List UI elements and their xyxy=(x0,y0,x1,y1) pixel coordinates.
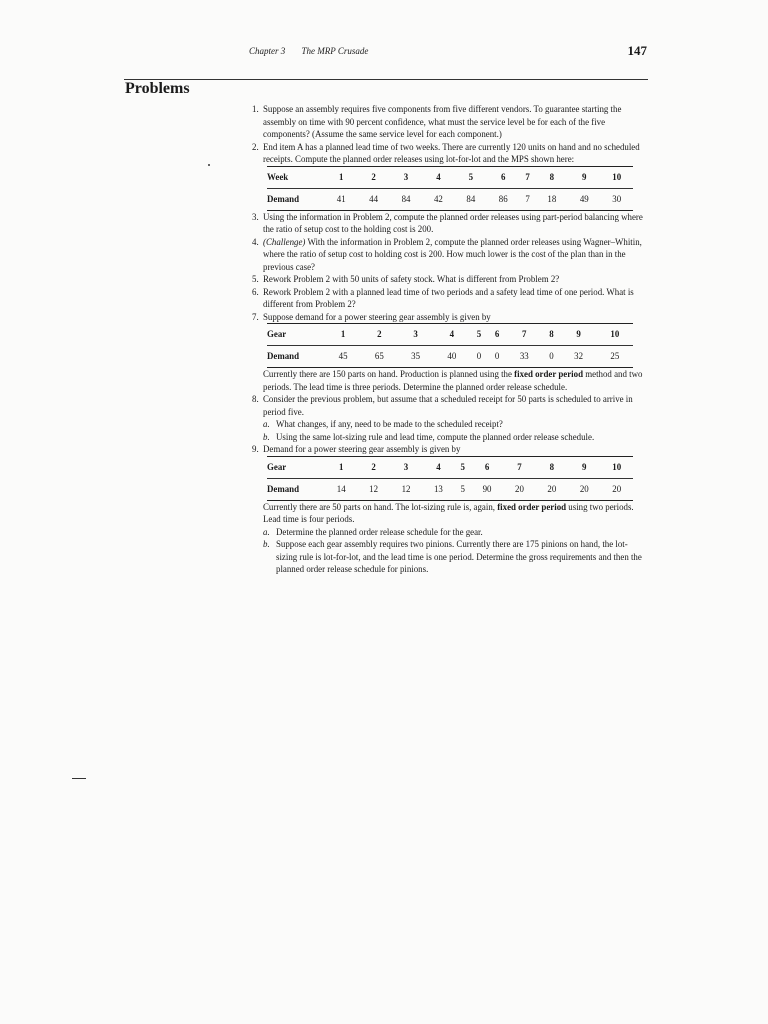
demand-cell: 45 xyxy=(325,346,361,368)
problem-text: Suppose demand for a power steering gear assembly is given by xyxy=(263,311,491,322)
header-rule xyxy=(124,79,648,80)
period-cell: 5 xyxy=(455,166,487,188)
table-header-label: Gear xyxy=(267,456,325,478)
table-demand-row xyxy=(267,478,633,500)
period-cell: 1 xyxy=(325,456,357,478)
challenge-label: (Challenge) xyxy=(263,236,306,247)
problem-5 xyxy=(252,273,648,286)
period-cell: 2 xyxy=(357,166,389,188)
demand-cell: 20 xyxy=(536,478,568,500)
table-row-label: Demand xyxy=(267,478,325,500)
table-header-row xyxy=(267,456,633,478)
demand-cell: 44 xyxy=(357,188,389,210)
period-cell: 3 xyxy=(390,166,422,188)
period-cell: 5 xyxy=(455,456,471,478)
problem-number: 1. xyxy=(252,104,259,114)
problem-text: With the information in Problem 2, compute the planned order releases using Wagner–Whitin, where the ratio of setup cost to holding cost is 200. How much lower is the cost of the plan than in the previous case? xyxy=(263,236,642,272)
period-cell: 4 xyxy=(422,456,454,478)
demand-cell: 25 xyxy=(597,346,633,368)
demand-cell: 7 xyxy=(519,188,535,210)
demand-cell: 65 xyxy=(361,346,397,368)
period-cell: 8 xyxy=(542,324,560,346)
demand-cell: 84 xyxy=(390,188,422,210)
demand-cell: 90 xyxy=(471,478,503,500)
demand-cell: 41 xyxy=(325,188,357,210)
problem-text: Using the information in Problem 2, compute the planned order releases using part-period balancing where the ratio of setup cost to the holding cost is 200. xyxy=(263,211,643,234)
problem-text: Suppose an assembly requires five components from five different vendors. To guarantee starting the assembly on time with 90 percent confidence, what must the service level be for each of the five components? (Assume the same service level for each component.) xyxy=(263,104,622,139)
running-head-title: The MRP Crusade xyxy=(301,46,369,56)
problem-number: 8. xyxy=(252,394,259,404)
period-cell: 3 xyxy=(397,324,433,346)
period-cell: 9 xyxy=(561,324,597,346)
table-header-label: Week xyxy=(267,166,325,188)
period-cell: 9 xyxy=(568,166,600,188)
demand-cell: 49 xyxy=(568,188,600,210)
problem-text: Rework Problem 2 with a planned lead time of two periods and a safety lead time of one period. What is different from Problem 2? xyxy=(263,286,634,309)
period-cell: 10 xyxy=(600,166,633,188)
period-cell: 9 xyxy=(568,456,600,478)
period-cell: 8 xyxy=(536,456,568,478)
problem-number: 9. xyxy=(252,444,259,454)
problem-text: Rework Problem 2 with 50 units of safety stock. What is different from Problem 2? xyxy=(263,274,560,284)
demand-cell: 20 xyxy=(568,478,600,500)
demand-cell: 0 xyxy=(542,346,560,368)
problem-number: 3. xyxy=(252,211,259,222)
problem-8 xyxy=(252,393,648,443)
period-cell: 6 xyxy=(471,456,503,478)
gear-demand-table-2 xyxy=(267,456,633,501)
problem-6 xyxy=(252,286,648,311)
period-cell: 3 xyxy=(390,456,422,478)
table-demand-row xyxy=(267,346,633,368)
gear-demand-table-1 xyxy=(267,323,633,368)
table-header-row xyxy=(267,324,633,346)
margin-dash-mark xyxy=(72,778,86,779)
demand-cell: 30 xyxy=(600,188,633,210)
period-cell: 2 xyxy=(357,456,389,478)
period-cell: 10 xyxy=(597,324,633,346)
problem-1 xyxy=(252,103,648,141)
table-header-label: Gear xyxy=(267,324,325,346)
period-cell: 4 xyxy=(422,166,454,188)
period-cell: 2 xyxy=(361,324,397,346)
subpart-b: b. Using the same lot-sizing rule and lead time, compute the planned order release schedule. xyxy=(263,431,595,442)
table-row-label: Demand xyxy=(267,346,325,368)
demand-cell: 13 xyxy=(422,478,454,500)
demand-cell: 20 xyxy=(600,478,633,500)
period-cell: 5 xyxy=(470,324,488,346)
running-head-chapter: Chapter 3 xyxy=(249,46,286,56)
period-cell: 1 xyxy=(325,166,357,188)
problem-4 xyxy=(252,236,648,274)
demand-cell: 0 xyxy=(488,346,506,368)
period-cell: 7 xyxy=(503,456,535,478)
problem-text: Demand for a power steering gear assembly is given by xyxy=(263,444,461,454)
subpart-a: a. What changes, if any, need to be made to the scheduled receipt? xyxy=(263,419,503,429)
bold-term: fixed order period xyxy=(497,501,567,512)
problem-9-continuation: Currently there are 50 parts on hand. The lot-sizing rule is, again, fixed order period using two periods. Lead time is four periods. a. Determine the planned order release schedule for the gear. b. Suppose each gear assembly requires two pinions. Currently there are 175 pinions on hand, the lot-sizing rule is lot-for-lot, and the lead time is one period. Determine the gross requirements and then the planned order release schedule for pinions. xyxy=(263,501,648,576)
week-demand-table xyxy=(267,166,633,211)
demand-cell: 5 xyxy=(455,478,471,500)
demand-cell: 12 xyxy=(390,478,422,500)
problem-number: 4. xyxy=(252,236,259,247)
table-row-label: Demand xyxy=(267,188,325,210)
problem-text: End item A has a planned lead time of two weeks. There are currently 120 units on hand and no scheduled receipts. Compute the planned order releases using lot-for-lot and the MPS shown here: xyxy=(263,141,640,164)
demand-cell: 42 xyxy=(422,188,454,210)
bold-term: fixed order period xyxy=(514,369,584,379)
period-cell: 1 xyxy=(325,324,361,346)
problem-7 xyxy=(252,311,648,324)
page-number: 147 xyxy=(627,43,647,58)
demand-cell: 84 xyxy=(455,188,487,210)
problems-list xyxy=(252,103,648,576)
period-cell: 7 xyxy=(506,324,542,346)
section-title: Problems xyxy=(125,80,190,97)
demand-cell: 0 xyxy=(470,346,488,368)
demand-cell: 18 xyxy=(536,188,568,210)
problem-text: Consider the previous problem, but assume that a scheduled receipt for 50 parts is scheduled to arrive in period five. xyxy=(263,394,633,417)
period-cell: 6 xyxy=(488,324,506,346)
demand-cell: 20 xyxy=(503,478,535,500)
period-cell: 6 xyxy=(487,166,519,188)
demand-cell: 35 xyxy=(397,346,433,368)
margin-mark xyxy=(208,164,210,166)
problem-2 xyxy=(252,141,648,166)
problem-7-continuation: Currently there are 150 parts on hand. Production is planned using the fixed order period method and two periods. The lead time is three periods. Determine the planned order release schedule. xyxy=(263,369,643,392)
subpart-a: a. Determine the planned order release schedule for the gear. xyxy=(263,526,483,537)
problem-number: 5. xyxy=(252,274,259,284)
demand-cell: 86 xyxy=(487,188,519,210)
problem-number: 6. xyxy=(252,286,259,297)
demand-cell: 40 xyxy=(434,346,470,368)
problem-9 xyxy=(252,443,648,456)
running-head xyxy=(249,46,649,56)
demand-cell: 14 xyxy=(325,478,357,500)
demand-cell: 33 xyxy=(506,346,542,368)
problem-number: 2. xyxy=(252,141,259,152)
table-demand-row xyxy=(267,188,633,210)
demand-cell: 32 xyxy=(561,346,597,368)
demand-cell: 12 xyxy=(357,478,389,500)
period-cell: 7 xyxy=(519,166,535,188)
period-cell: 10 xyxy=(600,456,633,478)
period-cell: 4 xyxy=(434,324,470,346)
problem-number: 7. xyxy=(252,311,259,322)
subpart-b: b. Suppose each gear assembly requires two pinions. Currently there are 175 pinions on hand, the lot-sizing rule is lot-for-lot, and the lead time is one period. Determine the gross requirements and then the planned order release schedule for pinions. xyxy=(263,539,642,574)
problem-3 xyxy=(252,211,648,236)
table-header-row xyxy=(267,166,633,188)
period-cell: 8 xyxy=(536,166,568,188)
